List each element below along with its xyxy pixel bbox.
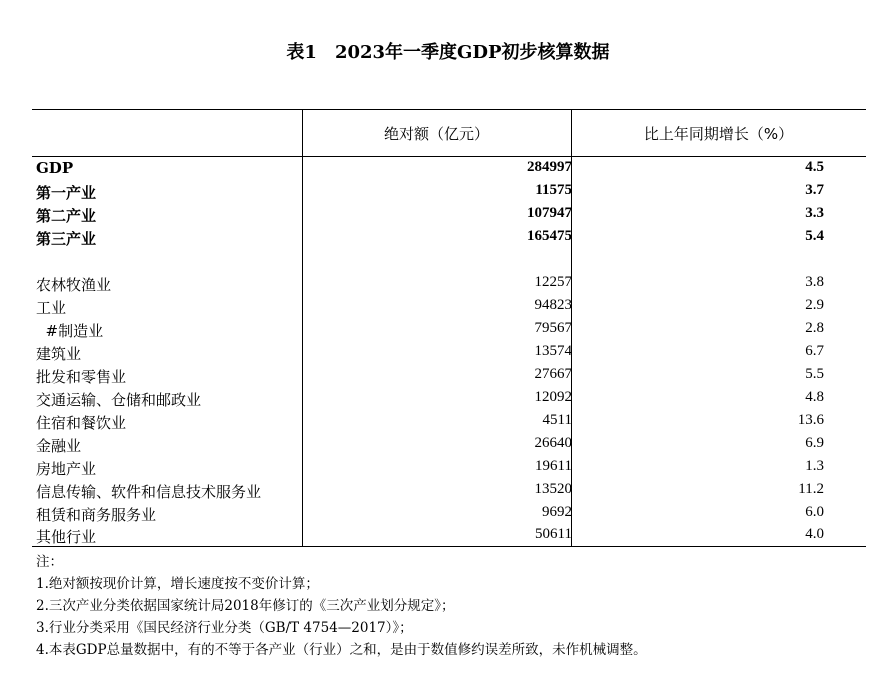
header-growth-rate: 比上年同期增长（%） — [643, 125, 794, 143]
row-growth: 2.8 — [805, 320, 824, 336]
table-row — [36, 274, 866, 296]
row-growth: 11.2 — [798, 481, 824, 497]
table-row — [36, 182, 866, 204]
row-label: 批发和零售业 — [36, 368, 127, 386]
row-value: 27667 — [534, 366, 572, 382]
row-value: 12092 — [534, 389, 572, 405]
row-value: 165475 — [527, 228, 572, 244]
row-label: 工业 — [36, 299, 67, 317]
row-label: 农林牧渔业 — [36, 276, 112, 294]
row-label: 住宿和餐饮业 — [36, 414, 127, 432]
table-row — [36, 159, 866, 181]
row-value: 79567 — [534, 320, 572, 336]
table-row — [36, 481, 866, 503]
row-value: 26640 — [534, 435, 572, 451]
row-label: 信息传输、软件和信息技术服务业 — [36, 483, 262, 501]
table-title: 表1 2023年一季度GDP初步核算数据 — [286, 42, 610, 63]
table-row — [36, 320, 866, 342]
row-value: 4511 — [542, 412, 572, 428]
table-row — [36, 297, 866, 319]
row-label: 第一产业 — [36, 184, 97, 202]
table-row — [36, 205, 866, 227]
row-value: 9692 — [542, 504, 572, 520]
row-value: 13520 — [534, 481, 572, 497]
row-growth: 6.7 — [805, 343, 824, 359]
row-label: 租赁和商务服务业 — [36, 506, 157, 524]
row-growth: 1.3 — [805, 458, 824, 474]
table-header-rule — [32, 156, 866, 157]
row-label: #制造业 — [36, 322, 104, 340]
note-item: 3.行业分类采用《国民经济行业分类（GB/T 4754—2017）》； — [36, 620, 413, 636]
table-notes — [36, 551, 647, 661]
row-growth: 4.0 — [805, 526, 824, 542]
row-value: 12257 — [534, 274, 572, 290]
row-label: 房地产业 — [36, 460, 97, 478]
table-top-rule — [32, 109, 866, 110]
row-growth: 13.6 — [797, 412, 824, 428]
row-value: 11575 — [535, 182, 572, 198]
row-label: 交通运输、仓储和邮政业 — [36, 391, 202, 409]
row-value: 50611 — [535, 526, 572, 542]
table-row — [36, 526, 866, 548]
row-label: 第二产业 — [36, 207, 97, 225]
row-growth: 3.8 — [805, 274, 824, 290]
table-row — [36, 366, 866, 388]
table-row — [36, 458, 866, 480]
row-growth: 3.3 — [805, 205, 824, 221]
row-label: 第三产业 — [36, 230, 97, 248]
row-label: GDP — [36, 159, 74, 177]
table-row — [36, 504, 866, 526]
row-value: 19611 — [535, 458, 572, 474]
table-row — [36, 389, 866, 411]
row-growth: 5.5 — [805, 366, 824, 382]
note-item: 1.绝对额按现价计算，增长速度按不变价计算； — [36, 576, 319, 592]
row-label: 金融业 — [36, 437, 82, 455]
row-value: 13574 — [534, 343, 572, 359]
table-row — [36, 412, 866, 434]
row-growth: 5.4 — [805, 228, 824, 244]
row-value: 94823 — [534, 297, 572, 313]
row-label: 其他行业 — [36, 528, 97, 546]
table-row — [36, 435, 866, 457]
table-row — [36, 228, 866, 250]
row-growth: 4.5 — [805, 159, 824, 175]
table-row — [36, 343, 866, 365]
row-growth: 3.7 — [805, 182, 824, 198]
row-growth: 2.9 — [805, 297, 824, 313]
row-growth: 6.0 — [805, 504, 824, 520]
row-value: 284997 — [527, 159, 572, 175]
row-label: 建筑业 — [36, 345, 82, 363]
notes-heading: 注： — [36, 554, 63, 570]
row-growth: 6.9 — [805, 435, 824, 451]
row-growth: 4.8 — [805, 389, 824, 405]
header-absolute-value: 绝对额（亿元） — [383, 125, 489, 143]
note-item: 2.三次产业分类依据国家统计局2018年修订的《三次产业划分规定》； — [36, 598, 455, 614]
note-item: 4.本表GDP总量数据中，有的不等于各产业（行业）之和，是由于数值修约误差所致，未作机械调整。 — [36, 642, 647, 658]
row-value: 107947 — [527, 205, 572, 221]
